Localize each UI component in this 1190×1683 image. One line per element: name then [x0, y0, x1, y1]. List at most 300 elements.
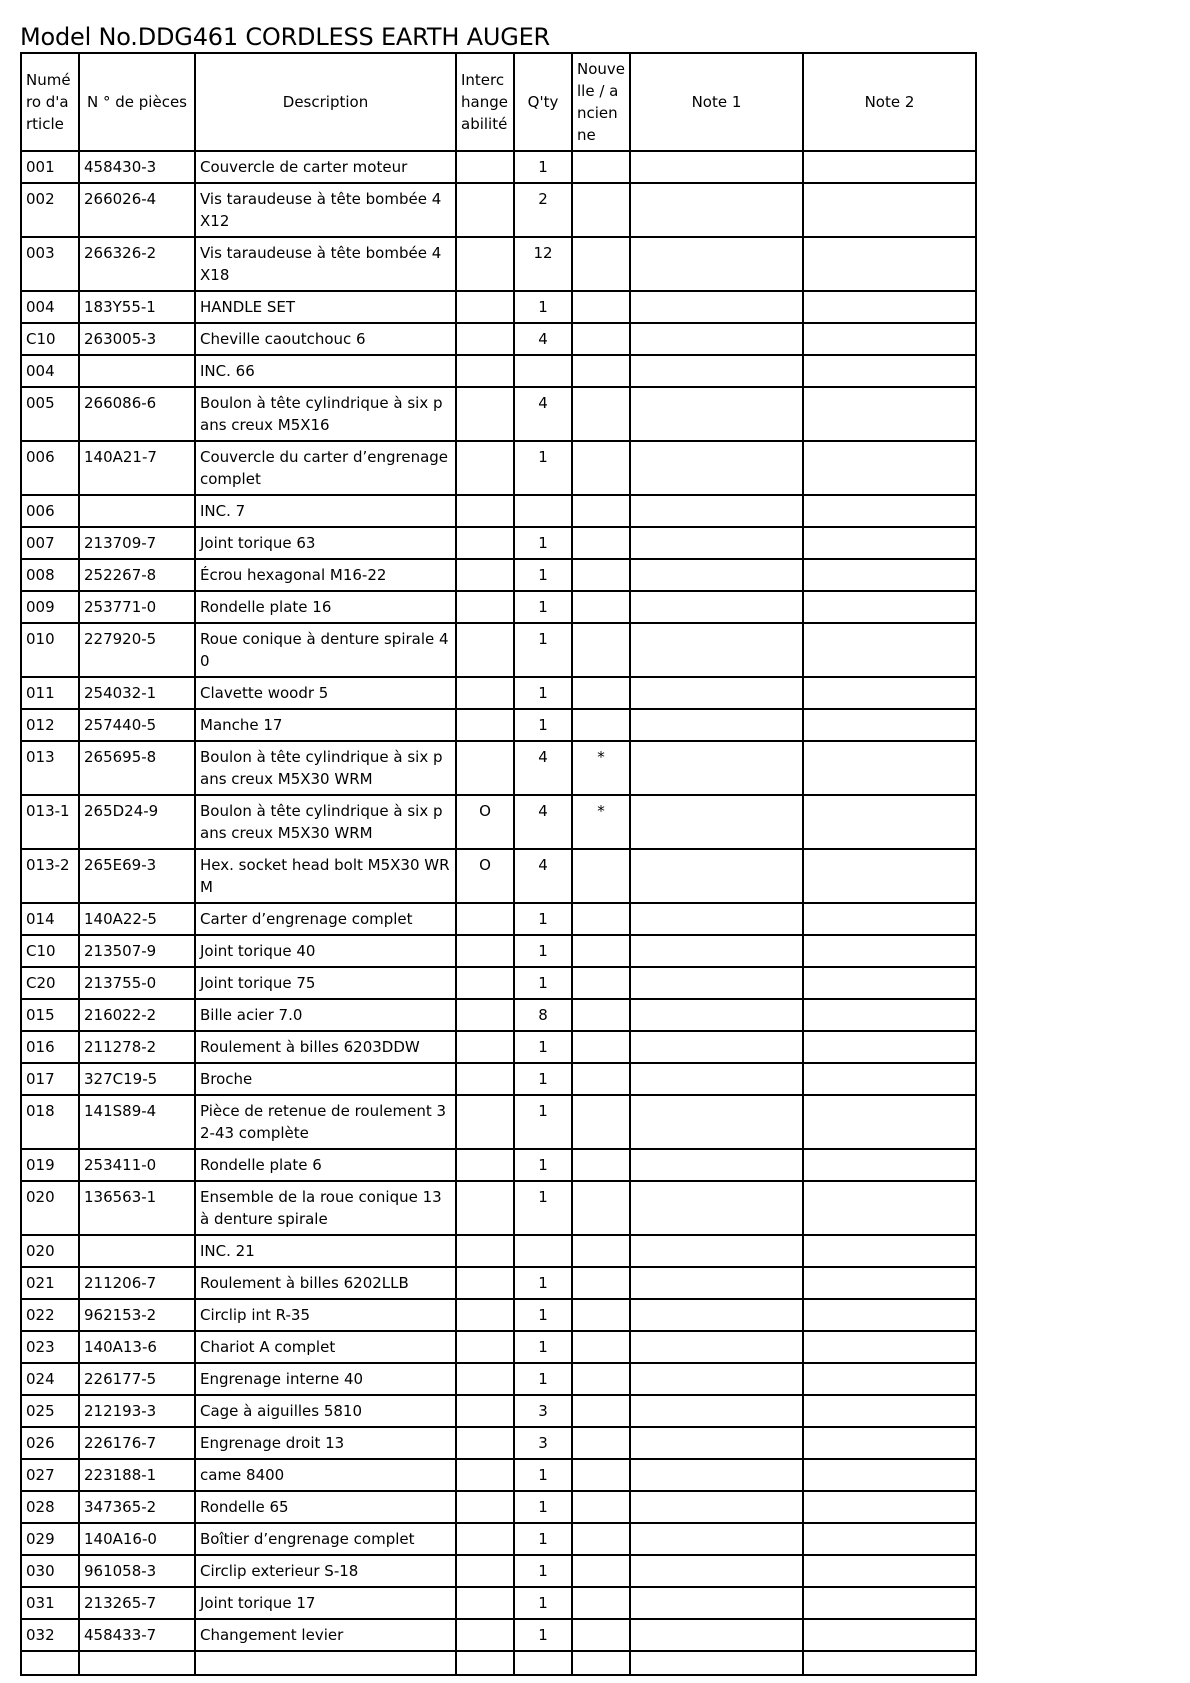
- note-2-cell: [803, 1363, 976, 1395]
- table-row: [21, 1149, 976, 1181]
- header-note-2: Note 2: [803, 53, 976, 151]
- table-row: [21, 1363, 976, 1395]
- description-cell: Roulement à billes 6202LLB: [195, 1267, 456, 1299]
- note-2-cell: [803, 1095, 976, 1149]
- note-2-cell: [803, 183, 976, 237]
- table-row: [21, 527, 976, 559]
- table-row: [21, 1395, 976, 1427]
- quantity-cell: 1: [514, 591, 572, 623]
- quantity-cell: 1: [514, 967, 572, 999]
- item-number-cell: 008: [21, 559, 79, 591]
- item-number-cell: 003: [21, 237, 79, 291]
- quantity-cell: 1: [514, 935, 572, 967]
- part-number-cell: 327C19-5: [79, 1063, 195, 1095]
- part-number-cell: 265D24-9: [79, 795, 195, 849]
- new-old-cell: *: [572, 795, 630, 849]
- note-2-cell: [803, 1555, 976, 1587]
- interchangeability-cell: [456, 387, 514, 441]
- item-number-cell: 001: [21, 151, 79, 183]
- description-cell: Rondelle 65: [195, 1491, 456, 1523]
- new-old-cell: [572, 1331, 630, 1363]
- description-cell: Cheville caoutchouc 6: [195, 323, 456, 355]
- interchangeability-cell: [456, 1299, 514, 1331]
- new-old-cell: [572, 591, 630, 623]
- item-number-cell: 025: [21, 1395, 79, 1427]
- part-number-cell: 136563-1: [79, 1181, 195, 1235]
- interchangeability-cell: [456, 709, 514, 741]
- new-old-cell: *: [572, 741, 630, 795]
- item-number-cell: 013-2: [21, 849, 79, 903]
- quantity-cell: 1: [514, 1619, 572, 1651]
- table-row: [21, 591, 976, 623]
- part-number-cell: [79, 1651, 195, 1675]
- quantity-cell: 1: [514, 1331, 572, 1363]
- quantity-cell: [514, 355, 572, 387]
- table-row: [21, 709, 976, 741]
- note-2-cell: [803, 1651, 976, 1675]
- item-number-cell: 017: [21, 1063, 79, 1095]
- table-row: [21, 1523, 976, 1555]
- note-2-cell: [803, 1523, 976, 1555]
- item-number-cell: C10: [21, 323, 79, 355]
- part-number-cell: 263005-3: [79, 323, 195, 355]
- header-part-no: N ° de pièces: [79, 53, 195, 151]
- description-cell: HANDLE SET: [195, 291, 456, 323]
- part-number-cell: 140A22-5: [79, 903, 195, 935]
- description-cell: Carter d’engrenage complet: [195, 903, 456, 935]
- note-1-cell: [630, 1235, 803, 1267]
- table-row: [21, 495, 976, 527]
- quantity-cell: 1: [514, 1299, 572, 1331]
- note-1-cell: [630, 849, 803, 903]
- note-1-cell: [630, 527, 803, 559]
- part-number-cell: 252267-8: [79, 559, 195, 591]
- note-2-cell: [803, 1235, 976, 1267]
- note-1-cell: [630, 1395, 803, 1427]
- description-cell: came 8400: [195, 1459, 456, 1491]
- note-1-cell: [630, 495, 803, 527]
- part-number-cell: 211278-2: [79, 1031, 195, 1063]
- quantity-cell: 4: [514, 323, 572, 355]
- description-cell: Joint torique 63: [195, 527, 456, 559]
- quantity-cell: 1: [514, 1491, 572, 1523]
- note-1-cell: [630, 1587, 803, 1619]
- description-cell: Broche: [195, 1063, 456, 1095]
- item-number-cell: 031: [21, 1587, 79, 1619]
- quantity-cell: 1: [514, 1555, 572, 1587]
- part-number-cell: 211206-7: [79, 1267, 195, 1299]
- description-cell: Roue conique à denture spirale 40: [195, 623, 456, 677]
- description-cell: Engrenage droit 13: [195, 1427, 456, 1459]
- quantity-cell: 1: [514, 1459, 572, 1491]
- note-1-cell: [630, 591, 803, 623]
- description-cell: Vis taraudeuse à tête bombée 4X12: [195, 183, 456, 237]
- interchangeability-cell: [456, 903, 514, 935]
- interchangeability-cell: [456, 967, 514, 999]
- part-number-cell: 183Y55-1: [79, 291, 195, 323]
- quantity-cell: 1: [514, 623, 572, 677]
- interchangeability-cell: [456, 559, 514, 591]
- note-2-cell: [803, 903, 976, 935]
- description-cell: Rondelle plate 6: [195, 1149, 456, 1181]
- part-number-cell: [79, 355, 195, 387]
- new-old-cell: [572, 709, 630, 741]
- part-number-cell: 141S89-4: [79, 1095, 195, 1149]
- header-interchangeability: Interchangeabilité: [456, 53, 514, 151]
- new-old-cell: [572, 355, 630, 387]
- note-1-cell: [630, 1651, 803, 1675]
- new-old-cell: [572, 1149, 630, 1181]
- new-old-cell: [572, 1459, 630, 1491]
- description-cell: Joint torique 75: [195, 967, 456, 999]
- interchangeability-cell: [456, 1149, 514, 1181]
- table-row: [21, 237, 976, 291]
- note-2-cell: [803, 387, 976, 441]
- header-item-no: Numéro d'article: [21, 53, 79, 151]
- part-number-cell: 140A13-6: [79, 1331, 195, 1363]
- item-number-cell: 004: [21, 291, 79, 323]
- table-row: [21, 183, 976, 237]
- quantity-cell: 4: [514, 795, 572, 849]
- description-cell: Joint torique 40: [195, 935, 456, 967]
- description-cell: Cage à aiguilles 5810: [195, 1395, 456, 1427]
- item-number-cell: 015: [21, 999, 79, 1031]
- quantity-cell: 1: [514, 1031, 572, 1063]
- new-old-cell: [572, 495, 630, 527]
- part-number-cell: 265695-8: [79, 741, 195, 795]
- note-1-cell: [630, 1331, 803, 1363]
- quantity-cell: 1: [514, 441, 572, 495]
- part-number-cell: 458433-7: [79, 1619, 195, 1651]
- part-number-cell: 266326-2: [79, 237, 195, 291]
- note-1-cell: [630, 795, 803, 849]
- interchangeability-cell: [456, 935, 514, 967]
- note-2-cell: [803, 967, 976, 999]
- table-row: [21, 1587, 976, 1619]
- interchangeability-cell: [456, 1619, 514, 1651]
- table-row: [21, 1063, 976, 1095]
- part-number-cell: 223188-1: [79, 1459, 195, 1491]
- description-cell: Roulement à billes 6203DDW: [195, 1031, 456, 1063]
- item-number-cell: 013-1: [21, 795, 79, 849]
- note-1-cell: [630, 1095, 803, 1149]
- note-2-cell: [803, 441, 976, 495]
- new-old-cell: [572, 151, 630, 183]
- item-number-cell: 007: [21, 527, 79, 559]
- interchangeability-cell: [456, 1063, 514, 1095]
- table-row: [21, 1331, 976, 1363]
- quantity-cell: 1: [514, 903, 572, 935]
- item-number-cell: 027: [21, 1459, 79, 1491]
- description-cell: INC. 21: [195, 1235, 456, 1267]
- description-cell: Bille acier 7.0: [195, 999, 456, 1031]
- item-number-cell: 020: [21, 1181, 79, 1235]
- description-cell: Manche 17: [195, 709, 456, 741]
- item-number-cell: 009: [21, 591, 79, 623]
- part-number-cell: 226177-5: [79, 1363, 195, 1395]
- note-1-cell: [630, 1181, 803, 1235]
- note-1-cell: [630, 709, 803, 741]
- interchangeability-cell: [456, 527, 514, 559]
- new-old-cell: [572, 527, 630, 559]
- item-number-cell: C10: [21, 935, 79, 967]
- note-1-cell: [630, 1459, 803, 1491]
- description-cell: Pièce de retenue de roulement 32-43 complète: [195, 1095, 456, 1149]
- item-number-cell: 020: [21, 1235, 79, 1267]
- interchangeability-cell: [456, 495, 514, 527]
- description-cell: INC. 66: [195, 355, 456, 387]
- quantity-cell: 1: [514, 677, 572, 709]
- note-1-cell: [630, 183, 803, 237]
- note-2-cell: [803, 623, 976, 677]
- table-row: [21, 1619, 976, 1651]
- interchangeability-cell: [456, 1031, 514, 1063]
- interchangeability-cell: [456, 1427, 514, 1459]
- quantity-cell: 1: [514, 1363, 572, 1395]
- item-number-cell: 016: [21, 1031, 79, 1063]
- note-1-cell: [630, 441, 803, 495]
- new-old-cell: [572, 441, 630, 495]
- part-number-cell: 253411-0: [79, 1149, 195, 1181]
- note-2-cell: [803, 677, 976, 709]
- interchangeability-cell: [456, 1331, 514, 1363]
- note-1-cell: [630, 1063, 803, 1095]
- note-2-cell: [803, 591, 976, 623]
- description-cell: Clavette woodr 5: [195, 677, 456, 709]
- parts-table-body: [21, 151, 976, 1675]
- note-2-cell: [803, 741, 976, 795]
- note-2-cell: [803, 1181, 976, 1235]
- note-2-cell: [803, 559, 976, 591]
- part-number-cell: 961058-3: [79, 1555, 195, 1587]
- quantity-cell: 3: [514, 1427, 572, 1459]
- description-cell: Boulon à tête cylindrique à six pans creux M5X16: [195, 387, 456, 441]
- part-number-cell: [79, 495, 195, 527]
- table-row: [21, 441, 976, 495]
- interchangeability-cell: [456, 1587, 514, 1619]
- note-2-cell: [803, 1491, 976, 1523]
- description-cell: Écrou hexagonal M16-22: [195, 559, 456, 591]
- note-1-cell: [630, 999, 803, 1031]
- description-cell: Circlip int R-35: [195, 1299, 456, 1331]
- part-number-cell: 254032-1: [79, 677, 195, 709]
- new-old-cell: [572, 323, 630, 355]
- description-cell: Joint torique 17: [195, 1587, 456, 1619]
- description-cell: Couvercle du carter d’engrenage complet: [195, 441, 456, 495]
- description-cell: Boulon à tête cylindrique à six pans creux M5X30 WRM: [195, 795, 456, 849]
- interchangeability-cell: O: [456, 795, 514, 849]
- interchangeability-cell: [456, 677, 514, 709]
- new-old-cell: [572, 237, 630, 291]
- quantity-cell: 4: [514, 741, 572, 795]
- new-old-cell: [572, 903, 630, 935]
- note-1-cell: [630, 1363, 803, 1395]
- interchangeability-cell: [456, 591, 514, 623]
- item-number-cell: 026: [21, 1427, 79, 1459]
- description-cell: Boulon à tête cylindrique à six pans creux M5X30 WRM: [195, 741, 456, 795]
- part-number-cell: 253771-0: [79, 591, 195, 623]
- header-row: [21, 53, 976, 151]
- description-cell: [195, 1651, 456, 1675]
- new-old-cell: [572, 999, 630, 1031]
- item-number-cell: 023: [21, 1331, 79, 1363]
- quantity-cell: [514, 1235, 572, 1267]
- table-row: [21, 1299, 976, 1331]
- table-row: [21, 559, 976, 591]
- quantity-cell: 1: [514, 1095, 572, 1149]
- new-old-cell: [572, 1427, 630, 1459]
- interchangeability-cell: [456, 1235, 514, 1267]
- note-2-cell: [803, 237, 976, 291]
- part-number-cell: 227920-5: [79, 623, 195, 677]
- note-1-cell: [630, 1267, 803, 1299]
- new-old-cell: [572, 1619, 630, 1651]
- header-new-old: Nouvelle / ancienne: [572, 53, 630, 151]
- new-old-cell: [572, 559, 630, 591]
- new-old-cell: [572, 1299, 630, 1331]
- new-old-cell: [572, 967, 630, 999]
- table-row: [21, 967, 976, 999]
- note-2-cell: [803, 849, 976, 903]
- new-old-cell: [572, 1031, 630, 1063]
- new-old-cell: [572, 623, 630, 677]
- note-2-cell: [803, 355, 976, 387]
- part-number-cell: 265E69-3: [79, 849, 195, 903]
- part-number-cell: 266026-4: [79, 183, 195, 237]
- table-row: [21, 1427, 976, 1459]
- interchangeability-cell: [456, 623, 514, 677]
- note-1-cell: [630, 935, 803, 967]
- part-number-cell: 257440-5: [79, 709, 195, 741]
- note-1-cell: [630, 237, 803, 291]
- document-title: Model No.DDG461 CORDLESS EARTH AUGER: [20, 23, 551, 51]
- part-number-cell: 266086-6: [79, 387, 195, 441]
- interchangeability-cell: [456, 1523, 514, 1555]
- new-old-cell: [572, 1181, 630, 1235]
- new-old-cell: [572, 1555, 630, 1587]
- note-2-cell: [803, 1149, 976, 1181]
- part-number-cell: 140A21-7: [79, 441, 195, 495]
- note-1-cell: [630, 1491, 803, 1523]
- item-number-cell: 006: [21, 441, 79, 495]
- description-cell: Rondelle plate 16: [195, 591, 456, 623]
- interchangeability-cell: [456, 151, 514, 183]
- table-row: [21, 1181, 976, 1235]
- table-row: [21, 1491, 976, 1523]
- new-old-cell: [572, 849, 630, 903]
- quantity-cell: 1: [514, 151, 572, 183]
- quantity-cell: 1: [514, 1063, 572, 1095]
- interchangeability-cell: [456, 999, 514, 1031]
- note-1-cell: [630, 903, 803, 935]
- part-number-cell: 962153-2: [79, 1299, 195, 1331]
- quantity-cell: 1: [514, 559, 572, 591]
- new-old-cell: [572, 935, 630, 967]
- quantity-cell: [514, 495, 572, 527]
- interchangeability-cell: [456, 1181, 514, 1235]
- table-row: [21, 1235, 976, 1267]
- note-2-cell: [803, 1427, 976, 1459]
- note-1-cell: [630, 1523, 803, 1555]
- part-number-cell: 213507-9: [79, 935, 195, 967]
- item-number-cell: 012: [21, 709, 79, 741]
- note-2-cell: [803, 323, 976, 355]
- interchangeability-cell: [456, 237, 514, 291]
- note-2-cell: [803, 935, 976, 967]
- description-cell: INC. 7: [195, 495, 456, 527]
- new-old-cell: [572, 387, 630, 441]
- description-cell: Ensemble de la roue conique 13 à denture spirale: [195, 1181, 456, 1235]
- header-description: Description: [195, 53, 456, 151]
- note-2-cell: [803, 1031, 976, 1063]
- item-number-cell: 024: [21, 1363, 79, 1395]
- note-2-cell: [803, 495, 976, 527]
- interchangeability-cell: O: [456, 849, 514, 903]
- interchangeability-cell: [456, 323, 514, 355]
- table-row: [21, 1459, 976, 1491]
- part-number-cell: [79, 1235, 195, 1267]
- item-number-cell: 018: [21, 1095, 79, 1149]
- item-number-cell: 030: [21, 1555, 79, 1587]
- table-row: [21, 795, 976, 849]
- new-old-cell: [572, 1651, 630, 1675]
- note-2-cell: [803, 1587, 976, 1619]
- note-1-cell: [630, 623, 803, 677]
- quantity-cell: 4: [514, 849, 572, 903]
- table-row: [21, 323, 976, 355]
- description-cell: Boîtier d’engrenage complet: [195, 1523, 456, 1555]
- note-2-cell: [803, 527, 976, 559]
- table-row: [21, 849, 976, 903]
- note-2-cell: [803, 999, 976, 1031]
- note-2-cell: [803, 151, 976, 183]
- item-number-cell: 019: [21, 1149, 79, 1181]
- note-2-cell: [803, 291, 976, 323]
- item-number-cell: 006: [21, 495, 79, 527]
- description-cell: Hex. socket head bolt M5X30 WRM: [195, 849, 456, 903]
- description-cell: Couvercle de carter moteur: [195, 151, 456, 183]
- note-1-cell: [630, 967, 803, 999]
- interchangeability-cell: [456, 1363, 514, 1395]
- item-number-cell: 032: [21, 1619, 79, 1651]
- item-number-cell: 010: [21, 623, 79, 677]
- interchangeability-cell: [456, 441, 514, 495]
- item-number-cell: 005: [21, 387, 79, 441]
- interchangeability-cell: [456, 1651, 514, 1675]
- interchangeability-cell: [456, 183, 514, 237]
- note-2-cell: [803, 1395, 976, 1427]
- new-old-cell: [572, 677, 630, 709]
- interchangeability-cell: [456, 1555, 514, 1587]
- new-old-cell: [572, 1095, 630, 1149]
- note-1-cell: [630, 1427, 803, 1459]
- note-1-cell: [630, 355, 803, 387]
- note-1-cell: [630, 151, 803, 183]
- description-cell: Changement levier: [195, 1619, 456, 1651]
- note-2-cell: [803, 709, 976, 741]
- note-2-cell: [803, 1459, 976, 1491]
- note-1-cell: [630, 387, 803, 441]
- new-old-cell: [572, 1587, 630, 1619]
- note-1-cell: [630, 559, 803, 591]
- note-1-cell: [630, 323, 803, 355]
- item-number-cell: C20: [21, 967, 79, 999]
- new-old-cell: [572, 1491, 630, 1523]
- quantity-cell: 1: [514, 1523, 572, 1555]
- item-number-cell: 022: [21, 1299, 79, 1331]
- quantity-cell: 1: [514, 1267, 572, 1299]
- new-old-cell: [572, 291, 630, 323]
